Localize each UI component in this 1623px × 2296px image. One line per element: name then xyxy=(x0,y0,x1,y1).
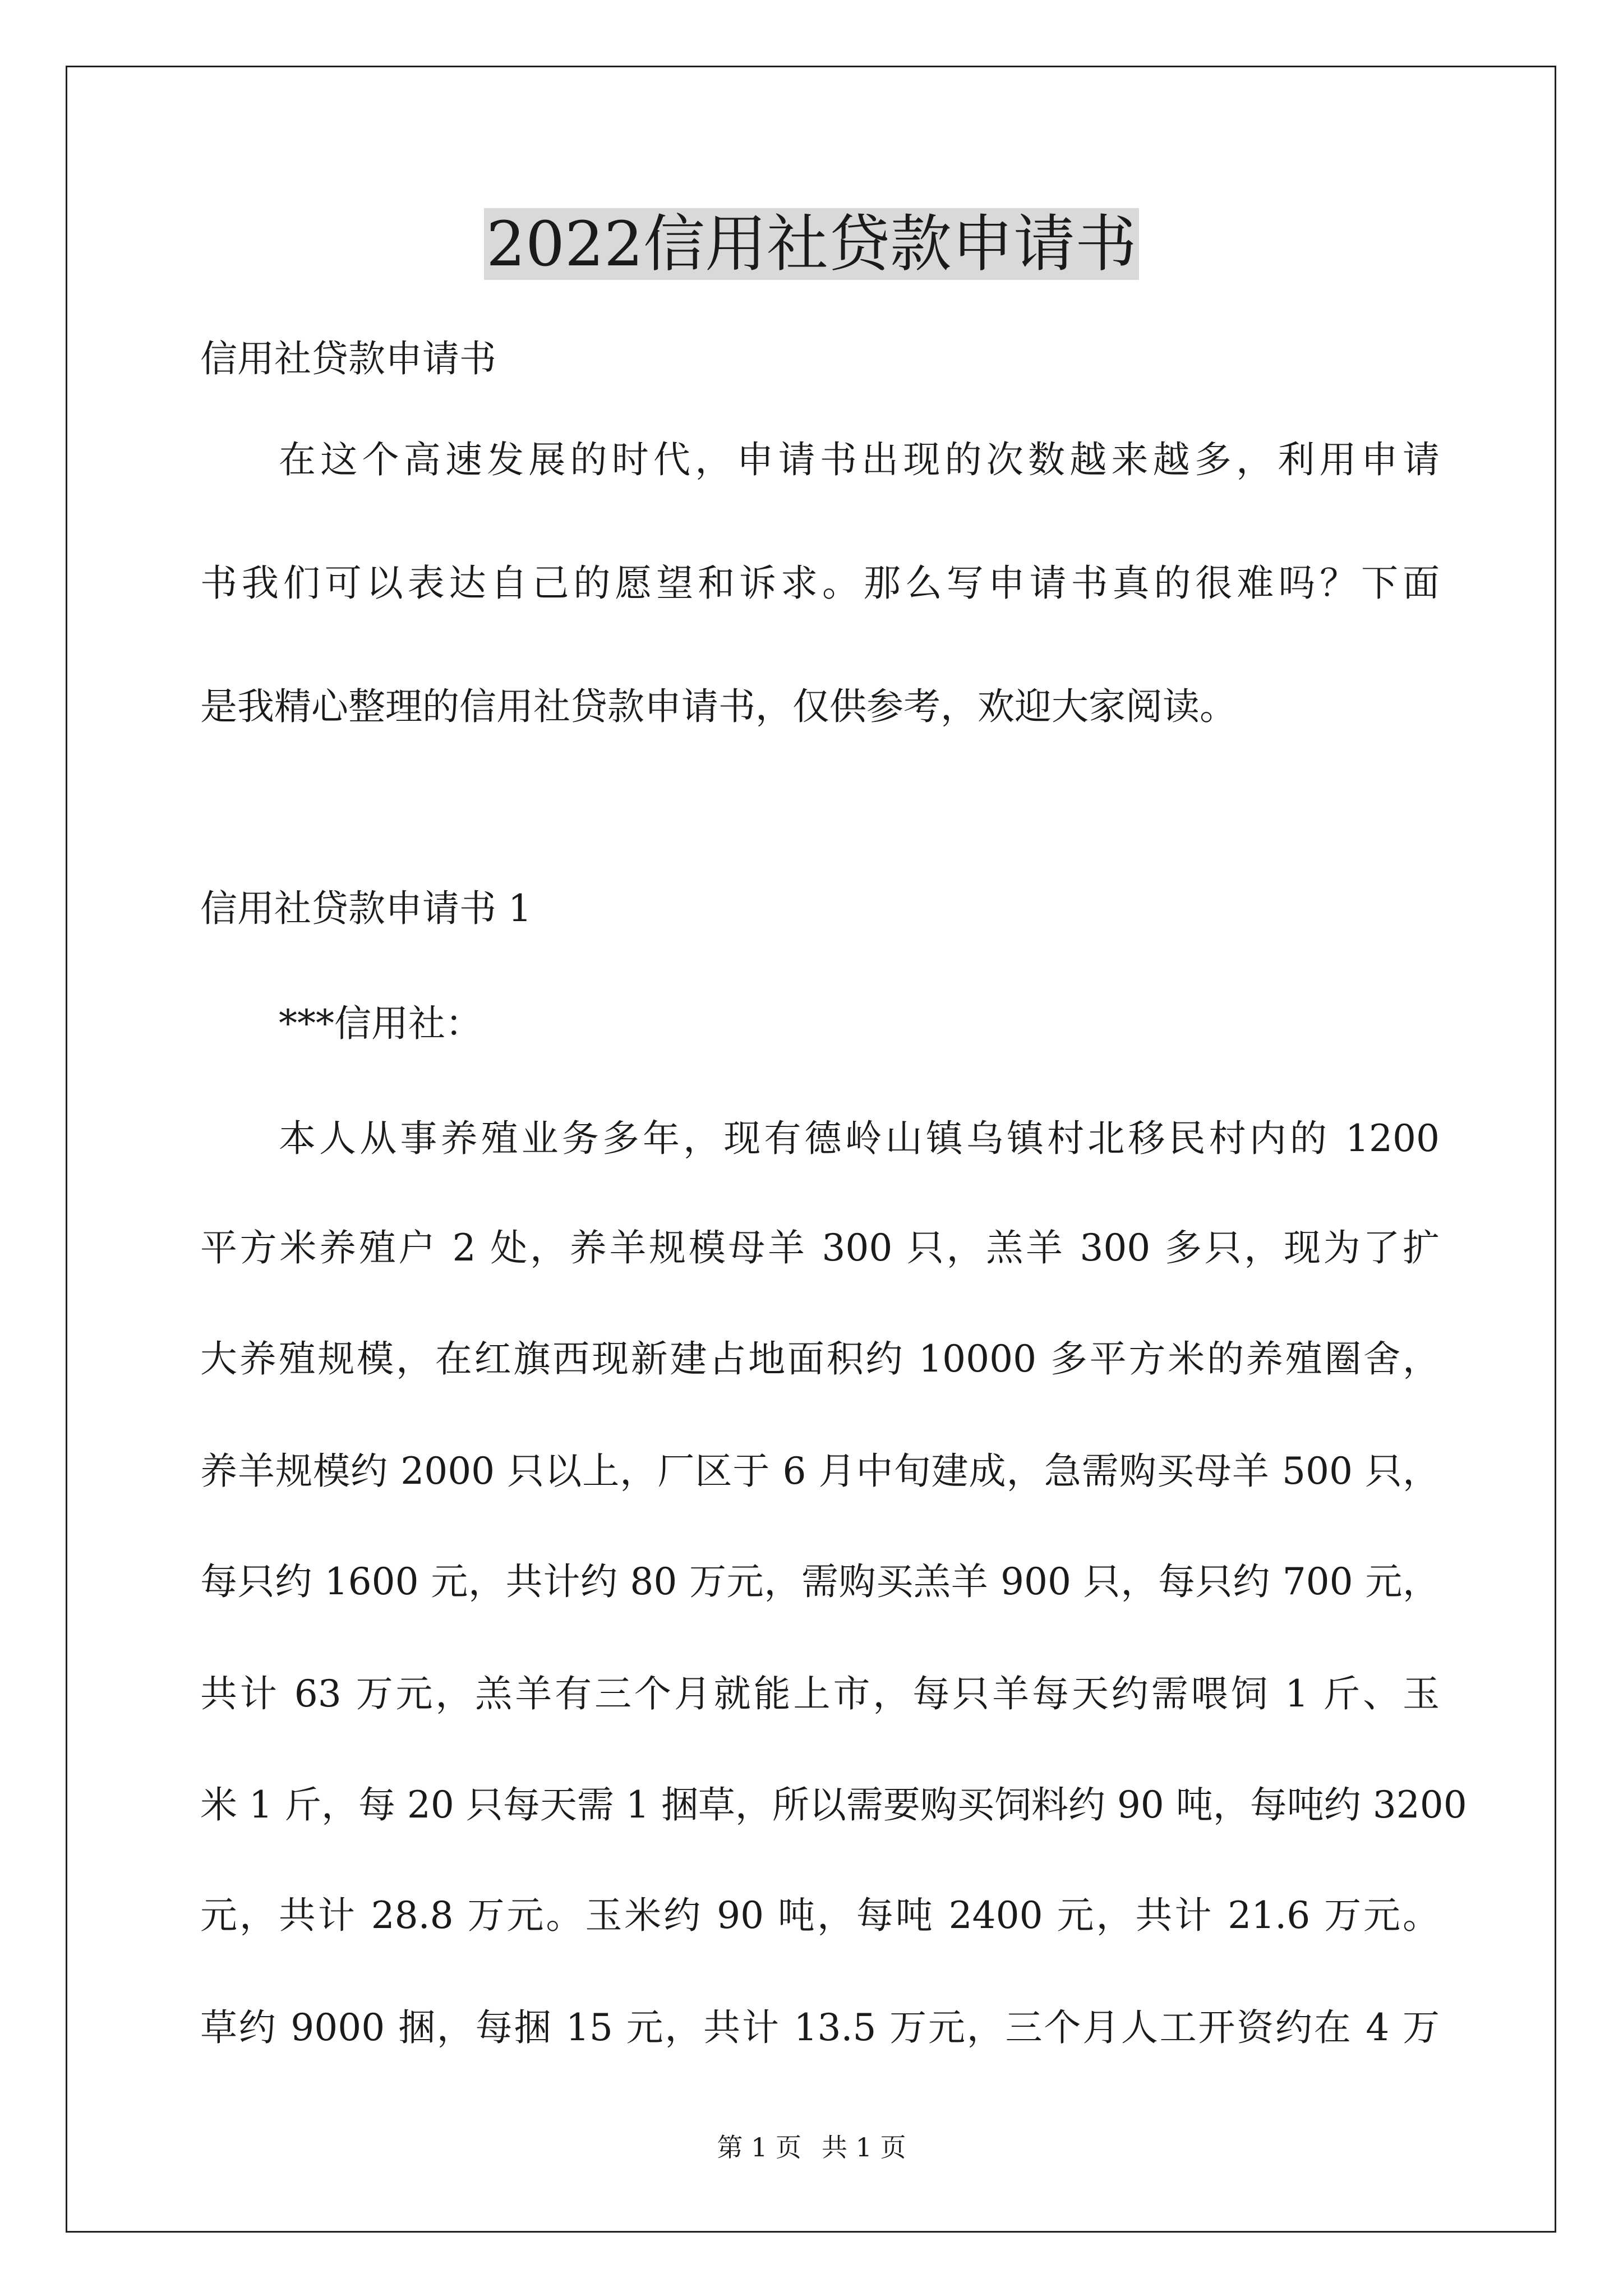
page-footer xyxy=(0,2131,1623,2164)
body-line: 养羊规模约 2000 只以上，厂区于 6 月中旬建成，急需购买母羊 500 只， xyxy=(200,1450,1440,1493)
document-title-text: 2022信用社贷款申请书 xyxy=(484,208,1139,280)
salutation: ***信用社： xyxy=(279,1002,482,1045)
page-number: 第 1 页 xyxy=(717,2132,801,2162)
section-heading: 信用社贷款申请书 1 xyxy=(200,887,532,930)
body-line: 大养殖规模，在红旗西现新建占地面积约 10000 多平方米的养殖圈舍， xyxy=(200,1337,1440,1381)
subtitle: 信用社贷款申请书 xyxy=(200,337,496,380)
body-line: 平方米养殖户 2 处，养羊规模母羊 300 只，羔羊 300 多只，现为了扩 xyxy=(200,1226,1440,1269)
intro-line: 书我们可以表达自己的愿望和诉求。那么写申请书真的很难吗？下面 xyxy=(200,562,1440,605)
intro-line: 在这个高速发展的时代，申请书出现的次数越来越多，利用申请 xyxy=(279,438,1440,481)
body-line: 本人从事养殖业务多年，现有德岭山镇乌镇村北移民村内的 1200 xyxy=(279,1117,1440,1160)
body-line: 草约 9000 捆，每捆 15 元，共计 13.5 万元，三个月人工开资约在 4 万 xyxy=(200,2006,1440,2049)
body-line: 每只约 1600 元，共计约 80 万元，需购买羔羊 900 只，每只约 700 元， xyxy=(200,1560,1440,1603)
body-line: 元，共计 28.8 万元。玉米约 90 吨，每吨 2400 元，共计 21.6 万元。 xyxy=(200,1894,1440,1937)
intro-line: 是我精心整理的信用社贷款申请书，仅供参考，欢迎大家阅读。 xyxy=(200,685,1237,728)
body-line: 米 1 斤，每 20 只每天需 1 捆草，所以需要购买饲料约 90 吨，每吨约 3200 xyxy=(200,1783,1467,1826)
document-title xyxy=(0,205,1623,283)
body-line: 共计 63 万元，羔羊有三个月就能上市，每只羊每天约需喂饲 1 斤、玉 xyxy=(200,1672,1440,1715)
page-total: 共 1 页 xyxy=(822,2132,906,2162)
